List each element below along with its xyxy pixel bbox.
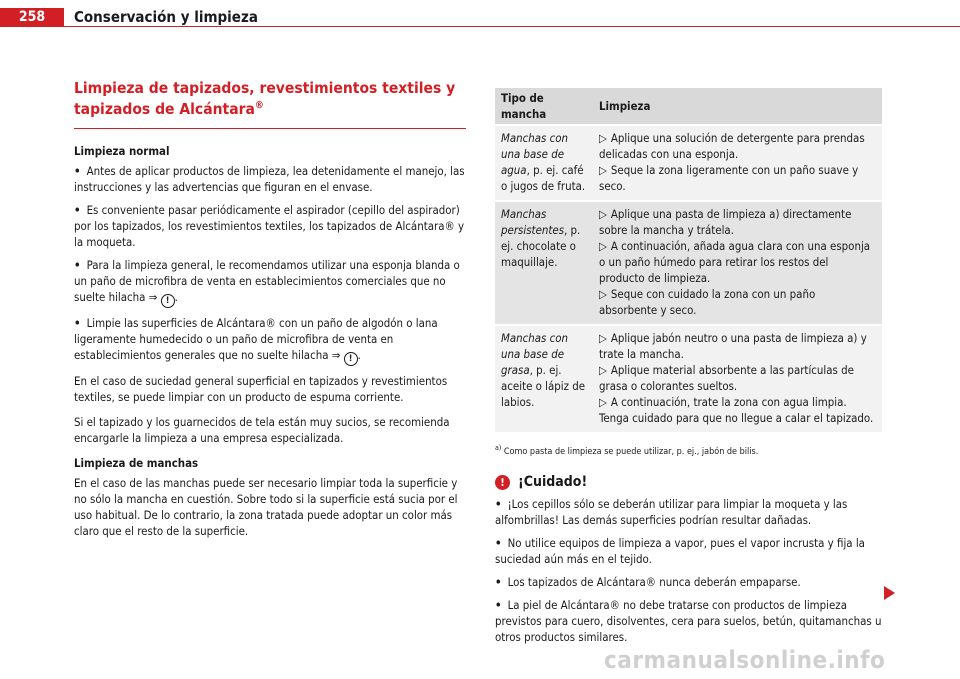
step-text: Seque con cuidado la zona con un paño absorbente y seco. [599, 287, 816, 317]
stain-type-cell [495, 202, 593, 324]
running-title: Conservación y limpieza [74, 8, 258, 26]
normal-cleaning-heading: Limpieza normal [74, 144, 170, 158]
cleaning-step [599, 238, 876, 286]
cleaning-step [599, 206, 876, 238]
step-text: Aplique material absorbente a las partículas de grasa o colorantes sueltos. [599, 363, 854, 393]
step-arrow-icon: ▷ [599, 131, 607, 145]
bullet-dot-icon: • [74, 258, 81, 272]
step-text: Aplique jabón neutro o una pasta de limpieza a) y trate la mancha. [599, 331, 867, 361]
cleaning-step [599, 330, 876, 362]
section-title [74, 78, 466, 129]
footnote-mark: a) [495, 444, 502, 452]
stain-type-name: Manchas persistentes [501, 207, 565, 237]
bullet-item: • Para la limpieza general, le recomendamos utilizar una esponja blanda o un paño de microfibra de venta en establecimientos comerciales que no suelte hilacha ⇒ ! . [74, 258, 460, 306]
paragraph: Si el tapizado y los guarnecidos de tela están muy sucios, se recomienda encargarle la limpieza a una empresa especializada. [74, 415, 450, 445]
bullet-dot-icon: • [495, 598, 502, 612]
left-column [74, 78, 466, 548]
stain-type-name: Manchas con una base de grasa [501, 331, 569, 377]
registered-mark: ® [254, 99, 264, 111]
cleaning-step [599, 130, 876, 162]
warning-icon: ! [495, 475, 510, 490]
bullet-text: Antes de aplicar productos de limpieza, lea detenidamente el manejo, las instrucciones y las advertencias que figuran en el envase. [74, 164, 465, 194]
bullet-text: La piel de Alcántara® no debe tratarse con productos de limpieza previstos para cuero, disolventes, cera para suelos, betún, quitamanchas u otros productos similares. [495, 598, 882, 644]
bullet-item [74, 202, 466, 250]
bullet-dot-icon: • [495, 536, 502, 550]
bullet-text: ¡Los cepillos sólo se deberán utilizar para limpiar la moqueta y las alfombrillas! Las demás superficies podrían resultar dañadas. [495, 497, 848, 527]
bullet-dot-icon: • [74, 164, 81, 178]
bullet-text: No utilice equipos de limpieza a vapor, pues el vapor incrusta y fija la suciedad aún más en el tejido. [495, 536, 865, 566]
bullet-dot-icon: • [74, 316, 81, 330]
bullet-dot-icon: • [495, 575, 502, 589]
stain-type-example: , p. ej. café o jugos de fruta. [501, 163, 586, 193]
bullet-text: Para la limpieza general, le recomendamos utilizar una esponja blanda o un paño de microfibra de venta en establecimientos comerciales que no suelte hilacha ⇒ [74, 258, 460, 304]
cleaning-cell [593, 126, 882, 200]
column-header-type: Tipo de mancha [495, 88, 593, 124]
step-arrow-icon: ▷ [599, 239, 607, 253]
bullet-item [495, 597, 882, 645]
step-arrow-icon: ▷ [599, 163, 607, 177]
caution-box [495, 474, 882, 645]
bullet-text: Limpie las superficies de Alcántara® con un paño de algodón o lana ligeramente humedecido o un paño de microfibra de venta en establecimientos generales que no suelte hilacha ⇒ [74, 316, 438, 362]
caution-reference-icon[interactable]: ! [344, 352, 358, 366]
footnote-text: Como pasta de limpieza se puede utilizar, p. ej., jabón de bilis. [503, 447, 759, 457]
step-text: A continuación, añada agua clara con una esponja o un paño húmedo para retirar los restos del producto de limpieza. [599, 239, 871, 285]
caution-header [495, 474, 882, 490]
bullet-item [74, 163, 466, 195]
paragraph: En el caso de suciedad general superficial en tapizados y revestimientos textiles, se puede limpiar con un producto de espuma corriente. [74, 374, 448, 404]
caution-reference-icon[interactable]: ! [161, 294, 175, 308]
stain-type-example: , p. ej. chocolate o maquillaje. [501, 223, 581, 269]
step-text: A continuación, trate la zona con agua limpia. Tenga cuidado para que no llegue a calar el tapizado. [599, 395, 874, 425]
step-arrow-icon: ▷ [599, 363, 607, 377]
bullet-item [495, 535, 882, 567]
bullet-item [495, 574, 882, 590]
step-text: Aplique una solución de detergente para prendas delicadas con una esponja. [599, 131, 865, 161]
cleaning-step [599, 286, 876, 318]
step-arrow-icon: ▷ [599, 207, 607, 221]
page-number: 258 [0, 8, 64, 27]
caution-title: ¡Cuidado! [518, 474, 588, 490]
section-title-text: Limpieza de tapizados, revestimientos textiles y tapizados de Alcántara [74, 79, 456, 118]
step-arrow-icon: ▷ [599, 287, 607, 301]
cleaning-step [599, 162, 876, 194]
paragraph: En el caso de las manchas puede ser necesario limpiar toda la superficie y no sólo la mancha en cuestión. Sobre todo si la superficie está sucia por el uso habitual. De lo contrario, la zona tratada puede adoptar un color más claro que el resto de la superficie. [74, 476, 458, 538]
cleaning-cell [593, 202, 882, 324]
cleaning-step [599, 394, 876, 426]
header-rule [64, 26, 960, 27]
bullet-text: Los tapizados de Alcántara® nunca deberán empaparse. [507, 575, 801, 589]
watermark: carmanualsonline.info [604, 646, 886, 674]
bullet-text: Es conveniente pasar periódicamente el aspirador (cepillo del aspirador) por los tapizados, los revestimientos textiles, los tapizados de Alcántara® y la moqueta. [74, 203, 465, 249]
step-arrow-icon: ▷ [599, 395, 607, 409]
stain-type-example: , p. ej. aceite o lápiz de labios. [501, 363, 586, 409]
continue-arrow-icon[interactable] [884, 586, 895, 600]
bullet-item: • Limpie las superficies de Alcántara® con un paño de algodón o lana ligeramente humedecido o un paño de microfibra de venta en establecimientos generales que no suelte hilacha ⇒ ! . [74, 316, 438, 364]
cleaning-cell [593, 326, 882, 432]
page-header [0, 0, 960, 27]
table-footnote [495, 442, 882, 458]
stain-cleaning-heading: Limpieza de manchas [74, 456, 199, 470]
column-header-cleaning: Limpieza [593, 88, 882, 124]
table-row [495, 126, 882, 200]
table-row [495, 202, 882, 324]
stain-type-cell [495, 326, 593, 432]
stain-type-name: Manchas con una base de agua [501, 131, 569, 177]
stain-type-cell [495, 126, 593, 200]
bullet-item [495, 496, 882, 528]
cleaning-step [599, 362, 876, 394]
step-text: Aplique una pasta de limpieza a) directamente sobre la mancha y trátela. [599, 207, 852, 237]
right-column [495, 86, 882, 652]
table-row [495, 326, 882, 432]
step-text: Seque la zona ligeramente con un paño suave y seco. [599, 163, 859, 193]
stain-table [495, 86, 882, 434]
table-header-row [495, 88, 882, 124]
step-arrow-icon: ▷ [599, 331, 607, 345]
bullet-dot-icon: • [495, 497, 502, 511]
bullet-dot-icon: • [74, 203, 81, 217]
